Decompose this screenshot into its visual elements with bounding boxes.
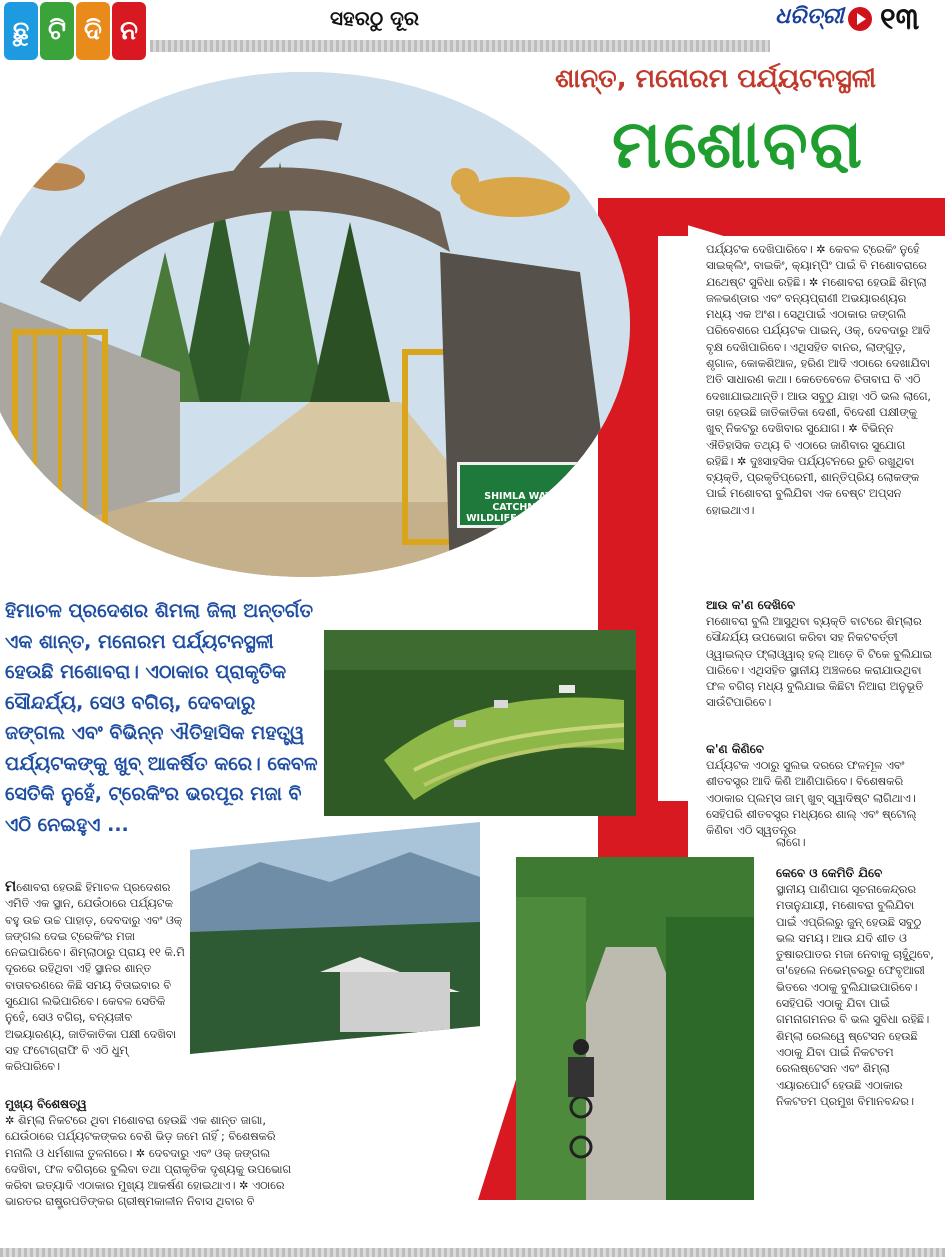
subheading-when-how: କେବେ ଓ କେମିତି ଯିବେ [776, 866, 883, 880]
subheading-what-to-buy: କ'ଣ କିଣିବେ [706, 742, 764, 756]
page-number: ୧୩ [880, 2, 920, 37]
left-column-para-1 [5, 878, 185, 1076]
masthead [0, 0, 945, 62]
right-column-para-1: ପର୍ଯ୍ୟଟକ ଦେଖିପାରିବେ। ✲ କେବଳ ଟ୍ରେକିଂ ନୁହେଁ ସାଇକ୍ଲିଂ, ବାଇକିଂ, କ୍ୟାମ୍ପିଂ ପାଇଁ ବି ମଶୋବରାରେ ଯଥେଷ୍ଟ ସୁବିଧା ରହିଛି। ✲ ମଶୋବରା ହେଉଛି ଶିମ୍ଲା ଜଳଭଣ୍ଡାର ଏବଂ ବନ୍ୟପ୍ରାଣୀ ଅଭୟାରଣ୍ୟର ମଧ୍ୟ ଏକ ଅଂଶ। ସେଥିପାଇଁ ଏଠାକାର ଜଙ୍ଗଲି ପରିବେଶରେ ପର୍ଯ୍ୟଟକ ପାଇନ୍, ଓକ୍, ଦେବଦାରୁ ଆଦି ବୃକ୍ଷ ଦେଖିପାରିବେ। ଏଥିସହିତ ବାନର, ଲାଙ୍ଗୁଡ଼, ଶୃଗାଳ, କୋକଶିଆଳ, ହରିଣ ଆଦି ଏଠାରେ ଦେଖାଯିବା ଅତି ସାଧାରଣ କଥା। କେତେବେଳେ ଚିତାବାଘ ବି ଏଠି ଦେଖାଯାଇଥାନ୍ତି। ଆଉ ସବୁଠୁ ଯାହା ଏଠି ଭଲ ଲାଗେ, ତାହା ହେଉଛି ଜାତିକାତିକା ଦେଶୀ, ବିଦେଶୀ ପକ୍ଷୀଙ୍କୁ ଖୁବ୍ ନିକଟରୁ ଦେଖିବାର ସୁଯୋଗ। ✲ ବିଭିନ୍ନ ଐତିହାସିକ ତଥ୍ୟ ବି ଏଠାରେ ଜାଣିବାର ସୁଯୋଗ ରହିଛି। ✲ ଦୁଃସାହସିକ ପର୍ଯ୍ୟଟନରେ ରୁଚି ରଖୁଥିବା ବ୍ୟକ୍ତି, ପ୍ରକୃତିପ୍ରେମୀ, ଶାନ୍ତିପ୍ରିୟ ଲୋକଙ୍କ ପାଇଁ ମଶୋବରା ବୁଲିଯିବା ଏକ ବେଷ୍ଟ ଅପ୍ସନ ହୋଇଥାଏ। [706, 243, 932, 517]
intro-paragraph: ହିମାଚଳ ପ୍ରଦେଶର ଶିମଲା ଜିଲା ଅନ୍ତର୍ଗତ ଏକ ଶାନ୍ତ, ମନୋରମ ପର୍ଯ୍ୟଟନସ୍ଥଳୀ ହେଉଛି ମଶୋବରା। ଏଠାକାର ପ୍ରାକୃତିକ ସୌନ୍ଦର୍ଯ୍ୟ, ସେଓ ବଗିଚା, ଦେବଦାରୁ ଜଙ୍ଗଲ ଏବଂ ବିଭିନ୍ନ ଐତିହାସିକ ମହତ୍ତ୍ୱ ପର୍ଯ୍ୟଟକଙ୍କୁ ଖୁବ୍ ଆକର୍ଷିତ କରେ। କେବଳ ସେତିକି ନୁହେଁ, ଟ୍ରେକିଂର ଭରପୂର ମଜା ବି ଏଠି ନେଇହୁଏ ... [5, 600, 318, 836]
headline-title: ମଶୋବରା [612, 106, 865, 183]
section-tile-2: ଟି [40, 2, 74, 60]
right-column-para-how: ସ୍ଥାନୀୟ ପାଣିପାଗ ସୂଚନାକେନ୍ଦ୍ରର ମତାନୁଯାୟୀ, ମଶୋବରା ବୁଲିଯିବା ପାଇଁ ଏପ୍ରିଲରୁ ଜୁନ୍ ହେଉଛି ସବୁଠୁ ଭଲ ସମୟ। ଆଉ ଯଦି ଶୀତ ଓ ତୁଷାରପାତର ମଜା ନେବାକୁ ଚାହୁଁଥିବେ, ତା'ହେଲେ ନଭେମ୍ବରରୁ ଫେବୃଆରୀ ଭିତରେ ଏଠାକୁ ବୁଲିଯାଇପାରିବେ। ସେହିପରି ଏଠାକୁ ଯିବା ପାଇଁ ଗମନାଗମନର ବି ଭଲ ସୁବିଧା ରହିଛି। ଶିମ୍ଲା ରେଲୱେ ଷ୍ଟେସନ ହେଉଛି ଏଠାକୁ ଯିବା ପାଇଁ ନିକଟତମ ରେଲଷ୍ଟେସନ ଏବଂ ଶିମ୍ଲା ଏୟାରପୋର୍ଟ ହେଉଛି ଏଠାକାର ନିକଟତମ ପ୍ରମୁଖ ବିମାନବନ୍ଦର। [776, 883, 934, 1108]
right-column-para-buy-end: ଲାଗେ। [776, 836, 806, 849]
section-tile-1: ଛୁ [4, 2, 38, 60]
hero-photo-sanctuary-gate [0, 72, 630, 577]
dropcap: ମ [5, 877, 17, 895]
photo-cycling-road [516, 857, 754, 1200]
right-column-para-buy: ପର୍ଯ୍ୟଟକ ଏଠାରୁ ସୁଲଭ ଦରରେ ଫଳମୂଳ ଏବଂ ଶୀତବସ୍ତ୍ର ଆଦି କିଣି ଆଣିପାରିବେ। ବିଶେଷକରି ଏଠାକାର ପ୍ଲମ୍ସ ଜାମ୍ ଖୁବ୍ ସ୍ୱାଦିଷ୍ଟ ଲାଗିଥାଏ। ସେହିପରି ଶୀତବସ୍ତ୍ର ମଧ୍ୟରେ ଶାଲ୍ ଏବଂ ଷ୍ଟୋଲ୍ କିଣିବା ଏଠି ସ୍ୱତନ୍ତ୍ର [706, 759, 917, 838]
masthead-rule [150, 40, 770, 52]
play-icon [848, 7, 872, 31]
sign-line-1: SHIMLA WATER CATCHMENT [484, 491, 566, 513]
subheading-features: ମୁଖ୍ୟ ବିଶେଷତ୍ୱ [5, 1097, 87, 1111]
headline-kicker: ଶାନ୍ତ, ମନୋରମ ପର୍ଯ୍ୟଟନସ୍ଥଳୀ [555, 64, 877, 94]
sign-line-2: WILDLIFE SANCTUARY [466, 513, 584, 524]
right-column-para-see: ମଶୋବରା ବୁଲି ଆସୁଥିବା ବ୍ୟକ୍ତି ବାଟରେ ଶିମ୍ଲାର ସୌନ୍ଦର୍ଯ୍ୟ ଉପଭୋଗ କରିବା ସହ ନିକଟବର୍ତ୍ତୀ ଓ୍ୱାଇଲ୍ଡ ଫ୍ଲାଓ୍ୱାର୍ ହଲ୍ ଆଡ଼େ ବି ଟିକେ ବୁଲିଯାଇ ପାରିବେ। ଏଥିସହିତ ସ୍ଥାନୀୟ ଅଞ୍ଚଳରେ କରାଯାଉଥିବା ଫଳ ବଗିଚା ମଧ୍ୟ ବୁଲିଯାଇ କିଛିଟା ନିଆରା ଅନୁଭୂତି ସାଉଁଟିପାରିବେ। [706, 615, 932, 710]
resort-illustration [190, 822, 480, 1054]
left-column-para-features: ✲ ଶିମ୍ଲା ନିକଟରେ ଥିବା ମଶୋବରା ହେଉଛି ଏକ ଶାନ୍ତ ଜାଗା, ଯେଉଁଠାରେ ପର୍ଯ୍ୟଟକଙ୍କର ବେଶି ଭିଡ଼ ଜମେ ନାହିଁ ; ବିଶେଷକରି ମନାଲି ଓ ଧର୍ମଶାଳା ତୁଳନାରେ। ✲ ଦେବଦାରୁ ଏବଂ ଓକ୍ ଜଙ୍ଗଲ ଦେଖିବା, ଫଳ ବଗିଚାରେ ବୁଲିବା ତଥା ପ୍ରାକୃତିକ ଦୃଶ୍ୟକୁ ଉପଭୋଗ କରିବା ଇତ୍ୟାଦି ଏଠାକାର ମୁଖ୍ୟ ଆକର୍ଷଣ ହୋଇଥାଏ। ✲ ଏଠାରେ ଭାରତର ରାଷ୍ଟ୍ରପତିଙ୍କର ଗ୍ରୀଷ୍ମକାଳୀନ ନିବାସ ଥିବାର ବି [5, 1114, 292, 1209]
footer-rule [0, 1248, 945, 1257]
section-tile-4: ନ [112, 2, 146, 60]
photo-mountain-resort [190, 822, 480, 1054]
newspaper-logo: ଧରିତ୍ରୀ [775, 4, 844, 29]
valley-illustration [324, 630, 636, 816]
section-name: ସହରଠୁ ଦୂର [330, 6, 420, 30]
subheading-what-to-see: ଆଉ କ'ଣ ଦେଖିବେ [706, 598, 796, 612]
left-column-para-1-text: ଶୋବରା ହେଉଛି ହିମାଚଳ ପ୍ରଦେଶର ଏମିତି ଏକ ସ୍ଥାନ, ଯେଉଁଠାରେ ପର୍ଯ୍ୟଟକ ବହୁ ଉଚ୍ଚ ଉଚ୍ଚ ପାହାଡ଼, ଦେବଦାରୁ ଏବଂ ଓକ୍ ଜଙ୍ଗଲ ଦେଇ ଟ୍ରେକିଂର ମଜା ନେଇପାରିବେ। ଶିମ୍ଲାଠାରୁ ପ୍ରାୟ ୧୧ କି.ମି ଦୂରରେ ରହିଥିବା ଏହି ସ୍ଥାନର ଶାନ୍ତ ବାତାବରଣରେ କିଛି ସମୟ ବିତାଇବାର ବି ସୁଯୋଗ ଲଭିପାରିବେ। କେବଳ ସେତିକି ନୁହେଁ, ସେଓ ବଗିଚା, ବନ୍ୟଜୀବ ଅଭୟାରଣ୍ୟ, ଜାତିକାତିକା ପକ୍ଷୀ ଦେଖିବା ସହ ଫଟୋଗ୍ରାଫି ବି ଏଠି ଧୁମ୍ କରିପାରିବେ। [5, 881, 185, 1074]
sanctuary-sign [457, 462, 593, 528]
photo-terraced-valley [324, 630, 636, 816]
cycling-illustration [516, 857, 754, 1200]
section-tile-3: ଦି [76, 2, 110, 60]
